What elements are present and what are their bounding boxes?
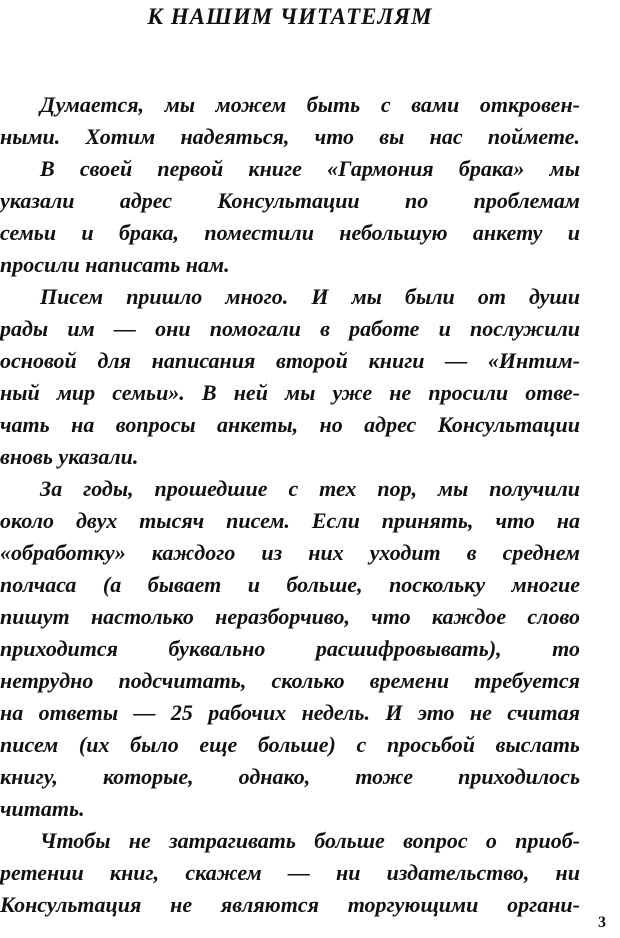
text-line: пишут настолько неразборчиво, что каждое слово bbox=[0, 604, 580, 629]
text-line: нетрудно подсчитать, сколько времени требуется bbox=[0, 668, 580, 693]
text-line: полчаса (а бывает и больше, поскольку многие bbox=[0, 572, 580, 597]
text-line: ретении книг, скажем — ни издательство, ни bbox=[0, 860, 580, 885]
text-line: чать на вопросы анкеты, но адрес Консультации bbox=[0, 412, 580, 437]
text-line: книгу, которые, однако, тоже приходилось bbox=[0, 764, 580, 789]
text-line: рады им — они помогали в работе и послужили bbox=[0, 316, 580, 341]
text-line: приходится буквально расшифровывать), то bbox=[0, 636, 580, 661]
text-line: вновь указали. bbox=[0, 444, 139, 469]
text-line: около двух тысяч писем. Если принять, что на bbox=[0, 508, 580, 533]
text-line: указали адрес Консультации по проблемам bbox=[0, 188, 580, 213]
text-line: Консультация не являются торгующими органи- bbox=[0, 892, 580, 917]
page-number: 3 bbox=[598, 914, 606, 931]
text-line: За годы, прошедшие с тех пор, мы получили bbox=[40, 476, 580, 501]
text-line: Писем пришло много. И мы были от души bbox=[40, 284, 580, 309]
text-line: «обработку» каждого из них уходит в среднем bbox=[0, 540, 580, 565]
page-title: К НАШИМ ЧИТАТЕЛЯМ bbox=[147, 4, 433, 29]
body-text bbox=[0, 89, 580, 921]
text-line: ный мир семьи». В ней мы уже не просили отве- bbox=[0, 380, 580, 405]
text-line: Чтобы не затрагивать больше вопрос о приоб- bbox=[40, 828, 580, 853]
text-line: просили написать нам. bbox=[0, 252, 230, 277]
text-line: Думается, мы можем быть с вами откровен- bbox=[40, 92, 580, 117]
text-line: читать. bbox=[0, 796, 85, 821]
text-line: семьи и брака, поместили небольшую анкету и bbox=[0, 220, 580, 245]
text-line: основой для написания второй книги — «Интим- bbox=[0, 348, 580, 373]
text-line: В своей первой книге «Гармония брака» мы bbox=[40, 156, 580, 181]
text-line: ными. Хотим надеяться, что вы нас поймете. bbox=[0, 124, 580, 149]
text-line: на ответы — 25 рабочих недель. И это не считая bbox=[0, 700, 580, 725]
text-line: писем (их было еще больше) с просьбой выслать bbox=[0, 732, 580, 757]
